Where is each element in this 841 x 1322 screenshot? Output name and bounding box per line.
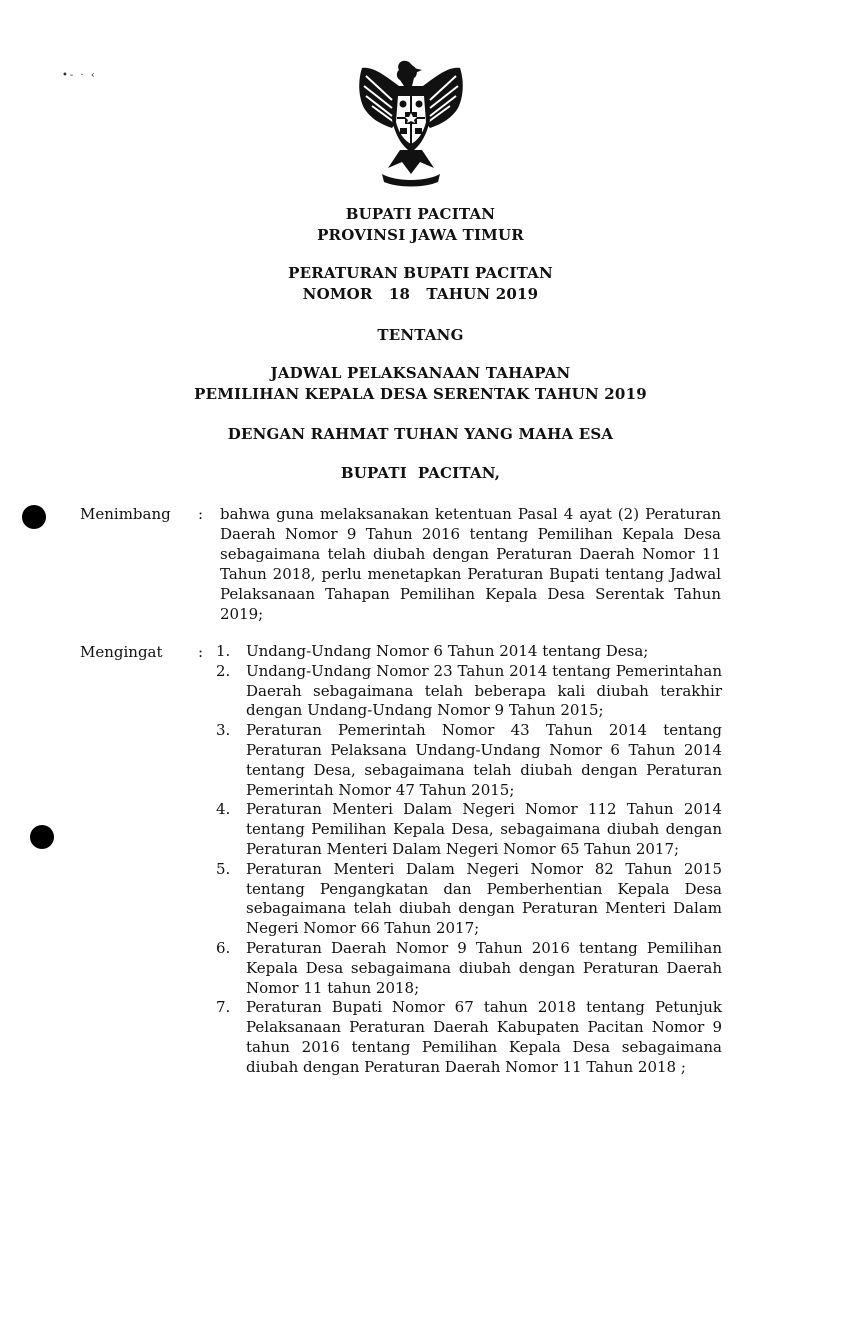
regulation-title: PERATURAN BUPATI PACITAN (288, 264, 553, 282)
list-item (216, 800, 722, 859)
list-item-text: Peraturan Menteri Dalam Negeri Nomor 82 Tahun 2015 tentang Pengangkatan dan Pemberhentian Kepala Desa sebagaimana telah diubah dengan Peraturan Menteri Dalam Negeri Nomor 66 Tahun 2017; (246, 859, 722, 938)
issuer-title: BUPATI PACITAN (345, 205, 496, 223)
list-item-number: 5. (216, 859, 231, 878)
rahmat-heading: DENGAN RAHMAT TUHAN YANG MAHA ESA (227, 425, 614, 443)
menimbang-colon: : (198, 505, 204, 523)
subject-heading (0, 363, 841, 405)
list-item-text: Peraturan Daerah Nomor 9 Tahun 2016 tentang Pemilihan Kepala Desa sebagaimana diubah dengan Peraturan Daerah Nomor 11 tahun 2018; (246, 938, 722, 997)
mengingat-label: Mengingat (80, 643, 163, 661)
list-item-text: Undang-Undang Nomor 23 Tahun 2014 tentang Pemerintahan Daerah sebagaimana telah beberapa kali diubah terakhir dengan Undang-Undang Nomor 9 Tahun 2015; (246, 661, 722, 720)
list-item-number: 2. (216, 661, 231, 680)
menimbang-text: bahwa guna melaksanakan ketentuan Pasal 4 ayat (2) Peraturan Daerah Nomor 9 Tahun 2016 tentang Pemilihan Kepala Desa sebagaimana telah diubah dengan Peraturan Daerah Nomor 11 Tahun 2018, perlu menetapkan Peraturan Bupati tentang Jadwal Pelaksanaan Tahapan Pemilihan Kepala Desa Serentak Tahun 2019; (220, 505, 721, 623)
subject-line-2: PEMILIHAN KEPALA DESA SERENTAK TAHUN 2019 (194, 385, 647, 403)
binder-hole (22, 505, 46, 529)
list-item-number: 4. (216, 800, 231, 819)
list-item (216, 662, 722, 721)
list-item-number: 6. (216, 938, 231, 957)
menimbang-label: Menimbang (80, 505, 171, 523)
list-item-text: Peraturan Menteri Dalam Negeri Nomor 112 Tahun 2014 tentang Pemilihan Kepala Desa, sebagaimana diubah dengan Peraturan Menteri Dalam Negeri Nomor 65 Tahun 2017; (246, 800, 722, 858)
list-item-number: 7. (216, 998, 231, 1017)
subject-line-1: JADWAL PELAKSANAAN TAHAPAN (270, 364, 571, 382)
mengingat-colon: : (198, 643, 204, 661)
list-item (216, 860, 722, 939)
regulation-number: NOMOR 18 TAHUN 2019 (302, 285, 539, 303)
list-item-text: Peraturan Pemerintah Nomor 43 Tahun 2014 tentang Peraturan Pelaksana Undang-Undang Nomor 6 Tahun 2014 tentang Desa, sebagaimana telah diubah dengan Peraturan Pemerintah Nomor 47 Tahun 2015; (246, 721, 722, 799)
mengingat-list (216, 642, 722, 1078)
list-item (216, 998, 722, 1077)
binder-hole (30, 825, 54, 849)
list-item-text: Peraturan Bupati Nomor 67 tahun 2018 tentang Petunjuk Pelaksanaan Peraturan Daerah Kabupaten Pacitan Nomor 9 tahun 2016 tentang Pemilihan Kepala Desa sebagaimana diubah dengan Peraturan Daerah Nomor 11 Tahun 2018 ; (246, 998, 722, 1076)
list-item (216, 642, 722, 662)
list-item-number: 1. (216, 642, 231, 660)
issuer-province: PROVINSI JAWA TIMUR (317, 226, 524, 244)
issuer-heading (0, 204, 841, 246)
list-item (216, 939, 722, 998)
list-item-number: 3. (216, 721, 231, 740)
scan-artifact: •- · ‹ (62, 70, 97, 81)
tentang-heading: TENTANG (377, 326, 464, 344)
garuda-emblem-icon (352, 56, 470, 192)
list-item-text: Undang-Undang Nomor 6 Tahun 2014 tentang Desa; (246, 642, 649, 660)
list-item (216, 721, 722, 800)
regulation-heading (0, 263, 841, 305)
bupati-heading: BUPATI PACITAN, (340, 464, 501, 482)
